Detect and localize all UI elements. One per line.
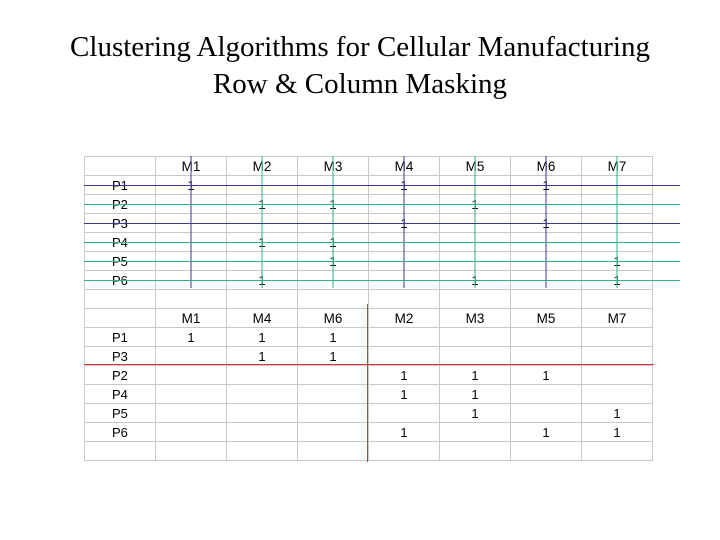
matrix-cell bbox=[156, 347, 227, 366]
matrix-cell bbox=[440, 214, 511, 233]
matrix-cell bbox=[298, 366, 369, 385]
grid-row bbox=[85, 404, 653, 423]
row-header: P5 bbox=[85, 252, 156, 271]
row-header: P1 bbox=[85, 328, 156, 347]
grid-cell bbox=[298, 442, 369, 461]
grid-row bbox=[85, 442, 653, 461]
matrix-cell bbox=[227, 176, 298, 195]
matrix-cell bbox=[369, 328, 440, 347]
matrix-cell bbox=[156, 423, 227, 442]
matrix-cell bbox=[227, 385, 298, 404]
matrix-cell bbox=[369, 404, 440, 423]
matrix-cell bbox=[298, 404, 369, 423]
grid-cell bbox=[227, 290, 298, 309]
matrix-cell bbox=[511, 252, 582, 271]
matrix-cell bbox=[582, 214, 653, 233]
grid-row bbox=[85, 195, 653, 214]
grid-row bbox=[85, 385, 653, 404]
grid-cell bbox=[582, 442, 653, 461]
matrix-cell bbox=[298, 214, 369, 233]
spreadsheet-grid bbox=[84, 156, 653, 461]
row-header: P3 bbox=[85, 347, 156, 366]
matrix-cell bbox=[369, 233, 440, 252]
column-header: M2 bbox=[369, 309, 440, 328]
matrix-cell: 1 bbox=[440, 195, 511, 214]
matrix-cell bbox=[582, 195, 653, 214]
matrix-cell: 1 bbox=[511, 176, 582, 195]
matrix-cell bbox=[511, 233, 582, 252]
matrix-cell: 1 bbox=[582, 252, 653, 271]
matrix-cell: 1 bbox=[156, 328, 227, 347]
grid-row bbox=[85, 157, 653, 176]
grid-cell bbox=[227, 442, 298, 461]
matrix-cell bbox=[227, 423, 298, 442]
matrix-cell bbox=[582, 366, 653, 385]
matrix-cell: 1 bbox=[298, 233, 369, 252]
matrix-cell bbox=[440, 423, 511, 442]
column-header: M4 bbox=[369, 157, 440, 176]
matrix-cell bbox=[511, 404, 582, 423]
matrix-cell: 1 bbox=[582, 404, 653, 423]
matrix-cell: 1 bbox=[440, 271, 511, 290]
grid-cell bbox=[85, 157, 156, 176]
matrix-cell: 1 bbox=[440, 385, 511, 404]
grid-row bbox=[85, 366, 653, 385]
matrix-cell: 1 bbox=[369, 423, 440, 442]
matrix-cell bbox=[156, 366, 227, 385]
grid-row bbox=[85, 423, 653, 442]
column-header: M1 bbox=[156, 309, 227, 328]
row-header: P2 bbox=[85, 195, 156, 214]
grid-cell bbox=[511, 290, 582, 309]
column-header: M3 bbox=[298, 157, 369, 176]
column-header: M7 bbox=[582, 309, 653, 328]
row-header: P1 bbox=[85, 176, 156, 195]
matrix-cell bbox=[511, 385, 582, 404]
grid-cell bbox=[511, 442, 582, 461]
row-header: P5 bbox=[85, 404, 156, 423]
row-header: P4 bbox=[85, 233, 156, 252]
matrix-cell bbox=[156, 252, 227, 271]
grid-cell bbox=[369, 290, 440, 309]
grid-cell bbox=[85, 309, 156, 328]
matrix-cell: 1 bbox=[369, 214, 440, 233]
matrix-cell bbox=[440, 176, 511, 195]
matrix-cell bbox=[156, 385, 227, 404]
matrix-cell bbox=[440, 233, 511, 252]
matrix-cell: 1 bbox=[298, 252, 369, 271]
matrix-cell bbox=[511, 347, 582, 366]
matrix-cell: 1 bbox=[156, 176, 227, 195]
grid-cell bbox=[440, 442, 511, 461]
column-header: M5 bbox=[511, 309, 582, 328]
row-header: P2 bbox=[85, 366, 156, 385]
column-header: M2 bbox=[227, 157, 298, 176]
column-header: M7 bbox=[582, 157, 653, 176]
matrix-cell bbox=[227, 404, 298, 423]
matrix-cell bbox=[156, 271, 227, 290]
slide-title-line-1: Clustering Algorithms for Cellular Manufacturing bbox=[70, 31, 650, 63]
matrix-cell: 1 bbox=[227, 233, 298, 252]
column-header: M3 bbox=[440, 309, 511, 328]
matrix-cell bbox=[440, 328, 511, 347]
matrix-cell bbox=[227, 214, 298, 233]
matrix-cell: 1 bbox=[298, 195, 369, 214]
matrix-cell bbox=[227, 366, 298, 385]
matrix-cell: 1 bbox=[369, 385, 440, 404]
matrix-cell bbox=[227, 252, 298, 271]
matrix-cell: 1 bbox=[582, 271, 653, 290]
grid-cell bbox=[85, 442, 156, 461]
matrix-cell bbox=[511, 328, 582, 347]
slide-title-line-2: Row & Column Masking bbox=[212, 68, 508, 100]
grid-cell bbox=[156, 290, 227, 309]
grid-row bbox=[85, 347, 653, 366]
matrix-cell: 1 bbox=[511, 423, 582, 442]
grid-row bbox=[85, 271, 653, 290]
matrix-cell bbox=[582, 176, 653, 195]
matrix-cell bbox=[511, 271, 582, 290]
spreadsheet-area bbox=[84, 156, 654, 458]
matrix-cell: 1 bbox=[369, 176, 440, 195]
grid-cell bbox=[85, 290, 156, 309]
grid-cell bbox=[298, 290, 369, 309]
matrix-cell bbox=[440, 347, 511, 366]
column-header: M4 bbox=[227, 309, 298, 328]
matrix-cell bbox=[369, 347, 440, 366]
matrix-cell: 1 bbox=[227, 328, 298, 347]
matrix-cell bbox=[156, 404, 227, 423]
grid-cell bbox=[582, 290, 653, 309]
matrix-cell: 1 bbox=[227, 271, 298, 290]
matrix-cell bbox=[369, 252, 440, 271]
grid-row bbox=[85, 214, 653, 233]
matrix-cell: 1 bbox=[511, 214, 582, 233]
matrix-cell bbox=[511, 195, 582, 214]
grid-cell bbox=[440, 290, 511, 309]
matrix-cell bbox=[156, 214, 227, 233]
matrix-cell bbox=[298, 423, 369, 442]
matrix-cell bbox=[298, 385, 369, 404]
matrix-cell bbox=[156, 195, 227, 214]
matrix-cell bbox=[582, 347, 653, 366]
matrix-cell bbox=[298, 176, 369, 195]
matrix-cell bbox=[298, 271, 369, 290]
column-header: M5 bbox=[440, 157, 511, 176]
row-header: P6 bbox=[85, 271, 156, 290]
matrix-cell bbox=[440, 252, 511, 271]
grid-cell bbox=[156, 442, 227, 461]
grid-row bbox=[85, 328, 653, 347]
row-header: P6 bbox=[85, 423, 156, 442]
row-header: P3 bbox=[85, 214, 156, 233]
matrix-cell bbox=[582, 233, 653, 252]
matrix-cell: 1 bbox=[298, 328, 369, 347]
matrix-cell: 1 bbox=[227, 195, 298, 214]
matrix-cell: 1 bbox=[440, 366, 511, 385]
grid-row bbox=[85, 233, 653, 252]
matrix-cell bbox=[369, 271, 440, 290]
grid-row bbox=[85, 290, 653, 309]
matrix-cell bbox=[369, 195, 440, 214]
matrix-cell bbox=[156, 233, 227, 252]
column-header: M1 bbox=[156, 157, 227, 176]
matrix-cell: 1 bbox=[582, 423, 653, 442]
grid-row bbox=[85, 176, 653, 195]
matrix-cell: 1 bbox=[298, 347, 369, 366]
matrix-cell bbox=[582, 328, 653, 347]
column-header: M6 bbox=[511, 157, 582, 176]
row-header: P4 bbox=[85, 385, 156, 404]
matrix-cell: 1 bbox=[227, 347, 298, 366]
matrix-cell: 1 bbox=[369, 366, 440, 385]
grid-cell bbox=[369, 442, 440, 461]
column-header: M6 bbox=[298, 309, 369, 328]
matrix-cell: 1 bbox=[511, 366, 582, 385]
grid-row bbox=[85, 252, 653, 271]
matrix-cell bbox=[582, 385, 653, 404]
grid-row bbox=[85, 309, 653, 328]
matrix-cell: 1 bbox=[440, 404, 511, 423]
